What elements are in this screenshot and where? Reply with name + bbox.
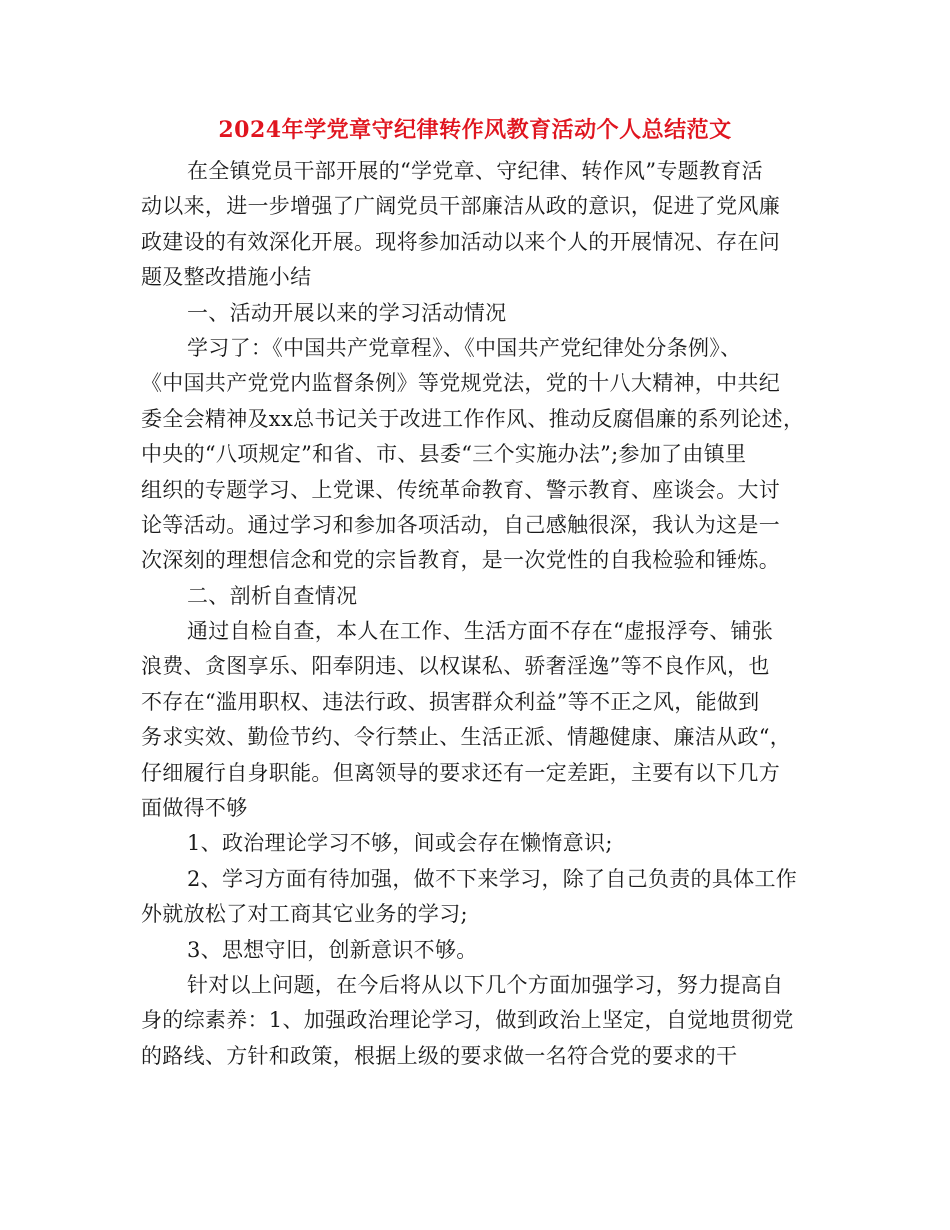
text-line: 1、政治理论学习不够，间或会存在懒惰意识; [187, 831, 613, 856]
text-line: 一、活动开展以来的学习活动情况 [187, 300, 507, 325]
text-line: 浪费、贪图享乐、阳奉阴违、以权谋私、骄奢淫逸”等不良作风，也 [141, 654, 770, 679]
text-line: 《中国共产党党内监督条例》等党规党法，党的十八大精神，中共纪 [141, 371, 780, 396]
text-line: 题及整改措施小结 [141, 265, 312, 290]
text-line: 中央的“八项规定”和省、市、县委“三个实施办法”;参加了由镇里 [141, 442, 747, 467]
text-line: 身的综素养：1、加强政治理论学习，做到政治上坚定，自觉地贯彻党 [141, 1008, 794, 1033]
document-body [141, 154, 821, 1074]
text-line: 针对以上问题，在今后将从以下几个方面加强学习，努力提高自 [187, 972, 784, 997]
text-line: 次深刻的理想信念和党的宗旨教育，是一次党性的自我检验和锤炼。 [141, 548, 780, 573]
text-line: 3、思想守旧，创新意识不够。 [187, 937, 478, 962]
document-title: 2024年学党章守纪律转作风教育活动个人总结范文 [218, 117, 732, 143]
text-line: 二、剖析自查情况 [187, 583, 358, 608]
text-line: 组织的专题学习、上党课、传统革命教育、警示教育、座谈会。大讨 [141, 477, 780, 502]
text-line: 论等活动。通过学习和参加各项活动，自己感触很深，我认为这是一 [141, 512, 780, 537]
text-line: 外就放松了对工商其它业务的学习; [141, 902, 468, 927]
text-line: 仔细履行自身职能。但离领导的要求还有一定差距，主要有以下几方 [141, 760, 780, 785]
text-line: 2、学习方面有待加强，做不下来学习，除了自己负责的具体工作 [187, 866, 798, 891]
text-line: 面做得不够 [141, 796, 248, 821]
text-line: 学习了：《中国共产党章程》、《中国共产党纪律处分条例》、 [187, 335, 742, 360]
text-line: 通过自检自查，本人在工作、生活方面不存在“虚报浮夸、铺张 [187, 619, 774, 644]
text-line: 委全会精神及xx总书记关于改进工作作风、推动反腐倡廉的系列论述， [141, 406, 805, 431]
text-line: 政建设的有效深化开展。现将参加活动以来个人的开展情况、存在问 [141, 229, 780, 254]
text-line: 务求实效、勤俭节约、令行禁止、生活正派、情趣健康、廉洁从政“， [141, 725, 792, 750]
text-line: 动以来，进一步增强了广阔党员干部廉洁从政的意识，促进了党风廉 [141, 194, 780, 219]
text-line: 在全镇党员干部开展的“学党章、守纪律、转作风”专题教育活 [187, 159, 763, 183]
text-line: 的路线、方针和政策，根据上级的要求做一名符合党的要求的干 [141, 1043, 738, 1068]
text-line: 不存在“滥用职权、违法行政、损害群众利益”等不正之风，能做到 [141, 689, 760, 714]
